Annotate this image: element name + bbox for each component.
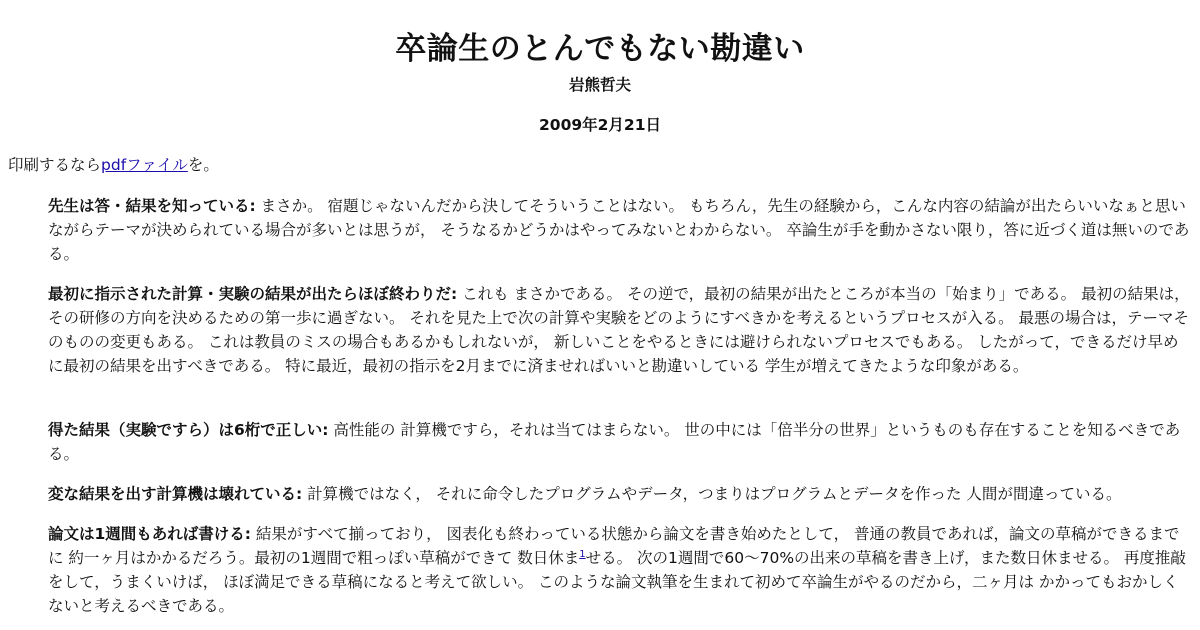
print-notice [8,154,219,176]
pdf-file-link[interactable]: pdfファイル [101,156,188,174]
item-body: 高性能の 計算機ですら，それは当てはまらない。 世の中には「倍半分の世界」というものも存在することを知るべきである。 [48,421,1181,463]
list-item [48,194,1193,266]
item-body-before-footnote: 結果がすべて揃っており， 図表化も終わっている状態から論文を書き始めたとして， 普通の教員であれば，論文の草稿ができるまでに 約一ヶ月はかかるだろう。最初の1週間で粗っぽい草稿ができて 数日休ま [48,525,1180,567]
item-term: 得た結果（実験ですら）は6桁で正しい: [48,421,329,439]
item-body: まさか。 宿題じゃないんだから決してそういうことはない。 もちろん，先生の経験から，こんな内容の結論が出たらいいなぁと思いながらテーマが決められている場合が多いとは思うが， そうなるかどうかはやってみないとわからない。 卒論生が手を動かさない限り，答に近づく道は無いのである。 [48,197,1190,263]
list-item [48,418,1193,466]
list-item [48,522,1193,618]
item-term: 最初に指示された計算・実験の結果が出たらほぼ終わりだ: [48,285,458,303]
footnote-link[interactable]: 1 [579,549,586,560]
item-body: 計算機ではなく， それに命令したプログラムやデータ，つまりはプログラムとデータを作った 人間が間違っている。 [302,485,1122,503]
item-term: 変な結果を出す計算機は壊れている: [48,485,303,503]
print-notice-prefix: 印刷するなら [8,156,102,174]
print-notice-suffix: を。 [187,156,219,174]
item-body-after-footnote: せる。 次の1週間で60～70%の出来の草稿を書き上げ，また数日休ませる。 再度推敲をして，うまくいけば， ほぼ満足できる草稿になると考えて欲しい。 このような論文執筆を生まれて初めて卒論生がやるのだから，二ヶ月は かかってもおかしくないと考えるべきである。 [48,549,1186,615]
author-name: 岩熊哲夫 [568,76,631,94]
page-title: 卒論生のとんでもない勘違い [395,30,805,67]
list-item [48,482,1193,506]
publication-date: 2009年2月21日 [539,116,661,134]
item-term: 先生は答・結果を知っている: [48,197,256,215]
list-item [48,282,1193,378]
item-body: これも まさかである。 その逆で，最初の結果が出たところが本当の「始まり」である。 最初の結果は，その研修の方向を決めるための第一歩に過ぎない。 それを見た上で次の計算や実験をどのようにすべきかを考えるというプロセスが入る。 最悪の場合は，テーマそのものの変更もある。 これは教員のミスの場合もあるかもしれないが， 新しいことをやるときには避けられないプロセスでもある。 したがって，できるだけ早めに最初の結果を出すべきである。 特に最近，最初の指示を2月までに済ませればいいと勘違いしている 学生が増えてきたような印象がある。 [48,285,1190,375]
item-term: 論文は1週間もあれば書ける: [48,525,251,543]
